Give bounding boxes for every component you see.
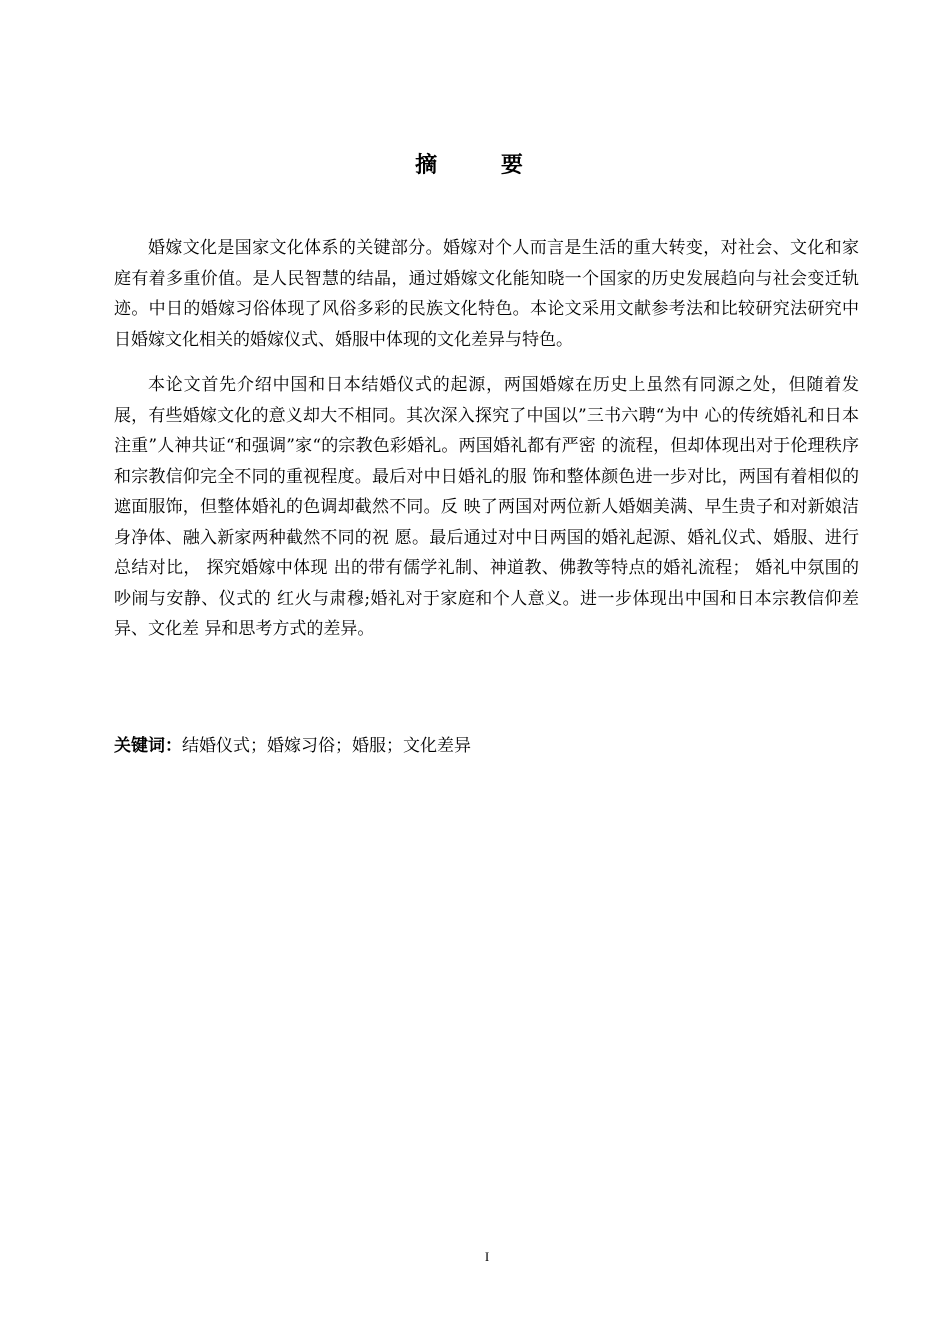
keywords-label: 关键词： xyxy=(114,736,182,756)
abstract-title: 摘 要 xyxy=(415,153,551,178)
abstract-paragraph-1: 婚嫁文化是国家文化体系的关键部分。婚嫁对个人而言是生活的重大转变，对社会、文化和家庭有着多重价值。是人民智慧的结晶，通过婚嫁文化能知晓一个国家的历史发展趋向与社会变迁轨迹。中日的婚嫁习俗体现了风俗多彩的民族文化特色。本论文采用文献参考法和比较研究法研究中日婚嫁文化相关的婚嫁仪式、婚服中体现的文化差异与特色。 xyxy=(114,238,859,350)
page-number: I xyxy=(484,1249,490,1264)
keywords-line xyxy=(114,731,471,761)
abstract-paragraph-2: 本论文首先介绍中国和日本结婚仪式的起源，两国婚嫁在历史上虽然有同源之处，但随着发展，有些婚嫁文化的意义却大不相同。其次深入探究了中国以”三书六聘“为中 心的传统婚礼和日本注重”人神共证“和强调”家“的宗教色彩婚礼。两国婚礼都有严密 的流程，但却体现出对于伦理秩序和宗教信仰完全不同的重视程度。最后对中日婚礼的服 饰和整体颜色进一步对比，两国有着相似的遮面服饰，但整体婚礼的色调却截然不同。反 映了两国对两位新人婚姻美满、早生贵子和对新娘洁身净体、融入新家两种截然不同的祝 愿。最后通过对中日两国的婚礼起源、婚礼仪式、婚服、进行总结对比， 探究婚嫁中体现 出的带有儒学礼制、神道教、佛教等特点的婚礼流程； 婚礼中氛围的吵闹与安静、仪式的 红火与肃穆;婚礼对于家庭和个人意义。进一步体现出中国和日本宗教信仰差异、文化差 异和思考方式的差异。 xyxy=(114,375,859,639)
keywords-list: 结婚仪式；婚嫁习俗；婚服；文化差异 xyxy=(182,736,471,756)
